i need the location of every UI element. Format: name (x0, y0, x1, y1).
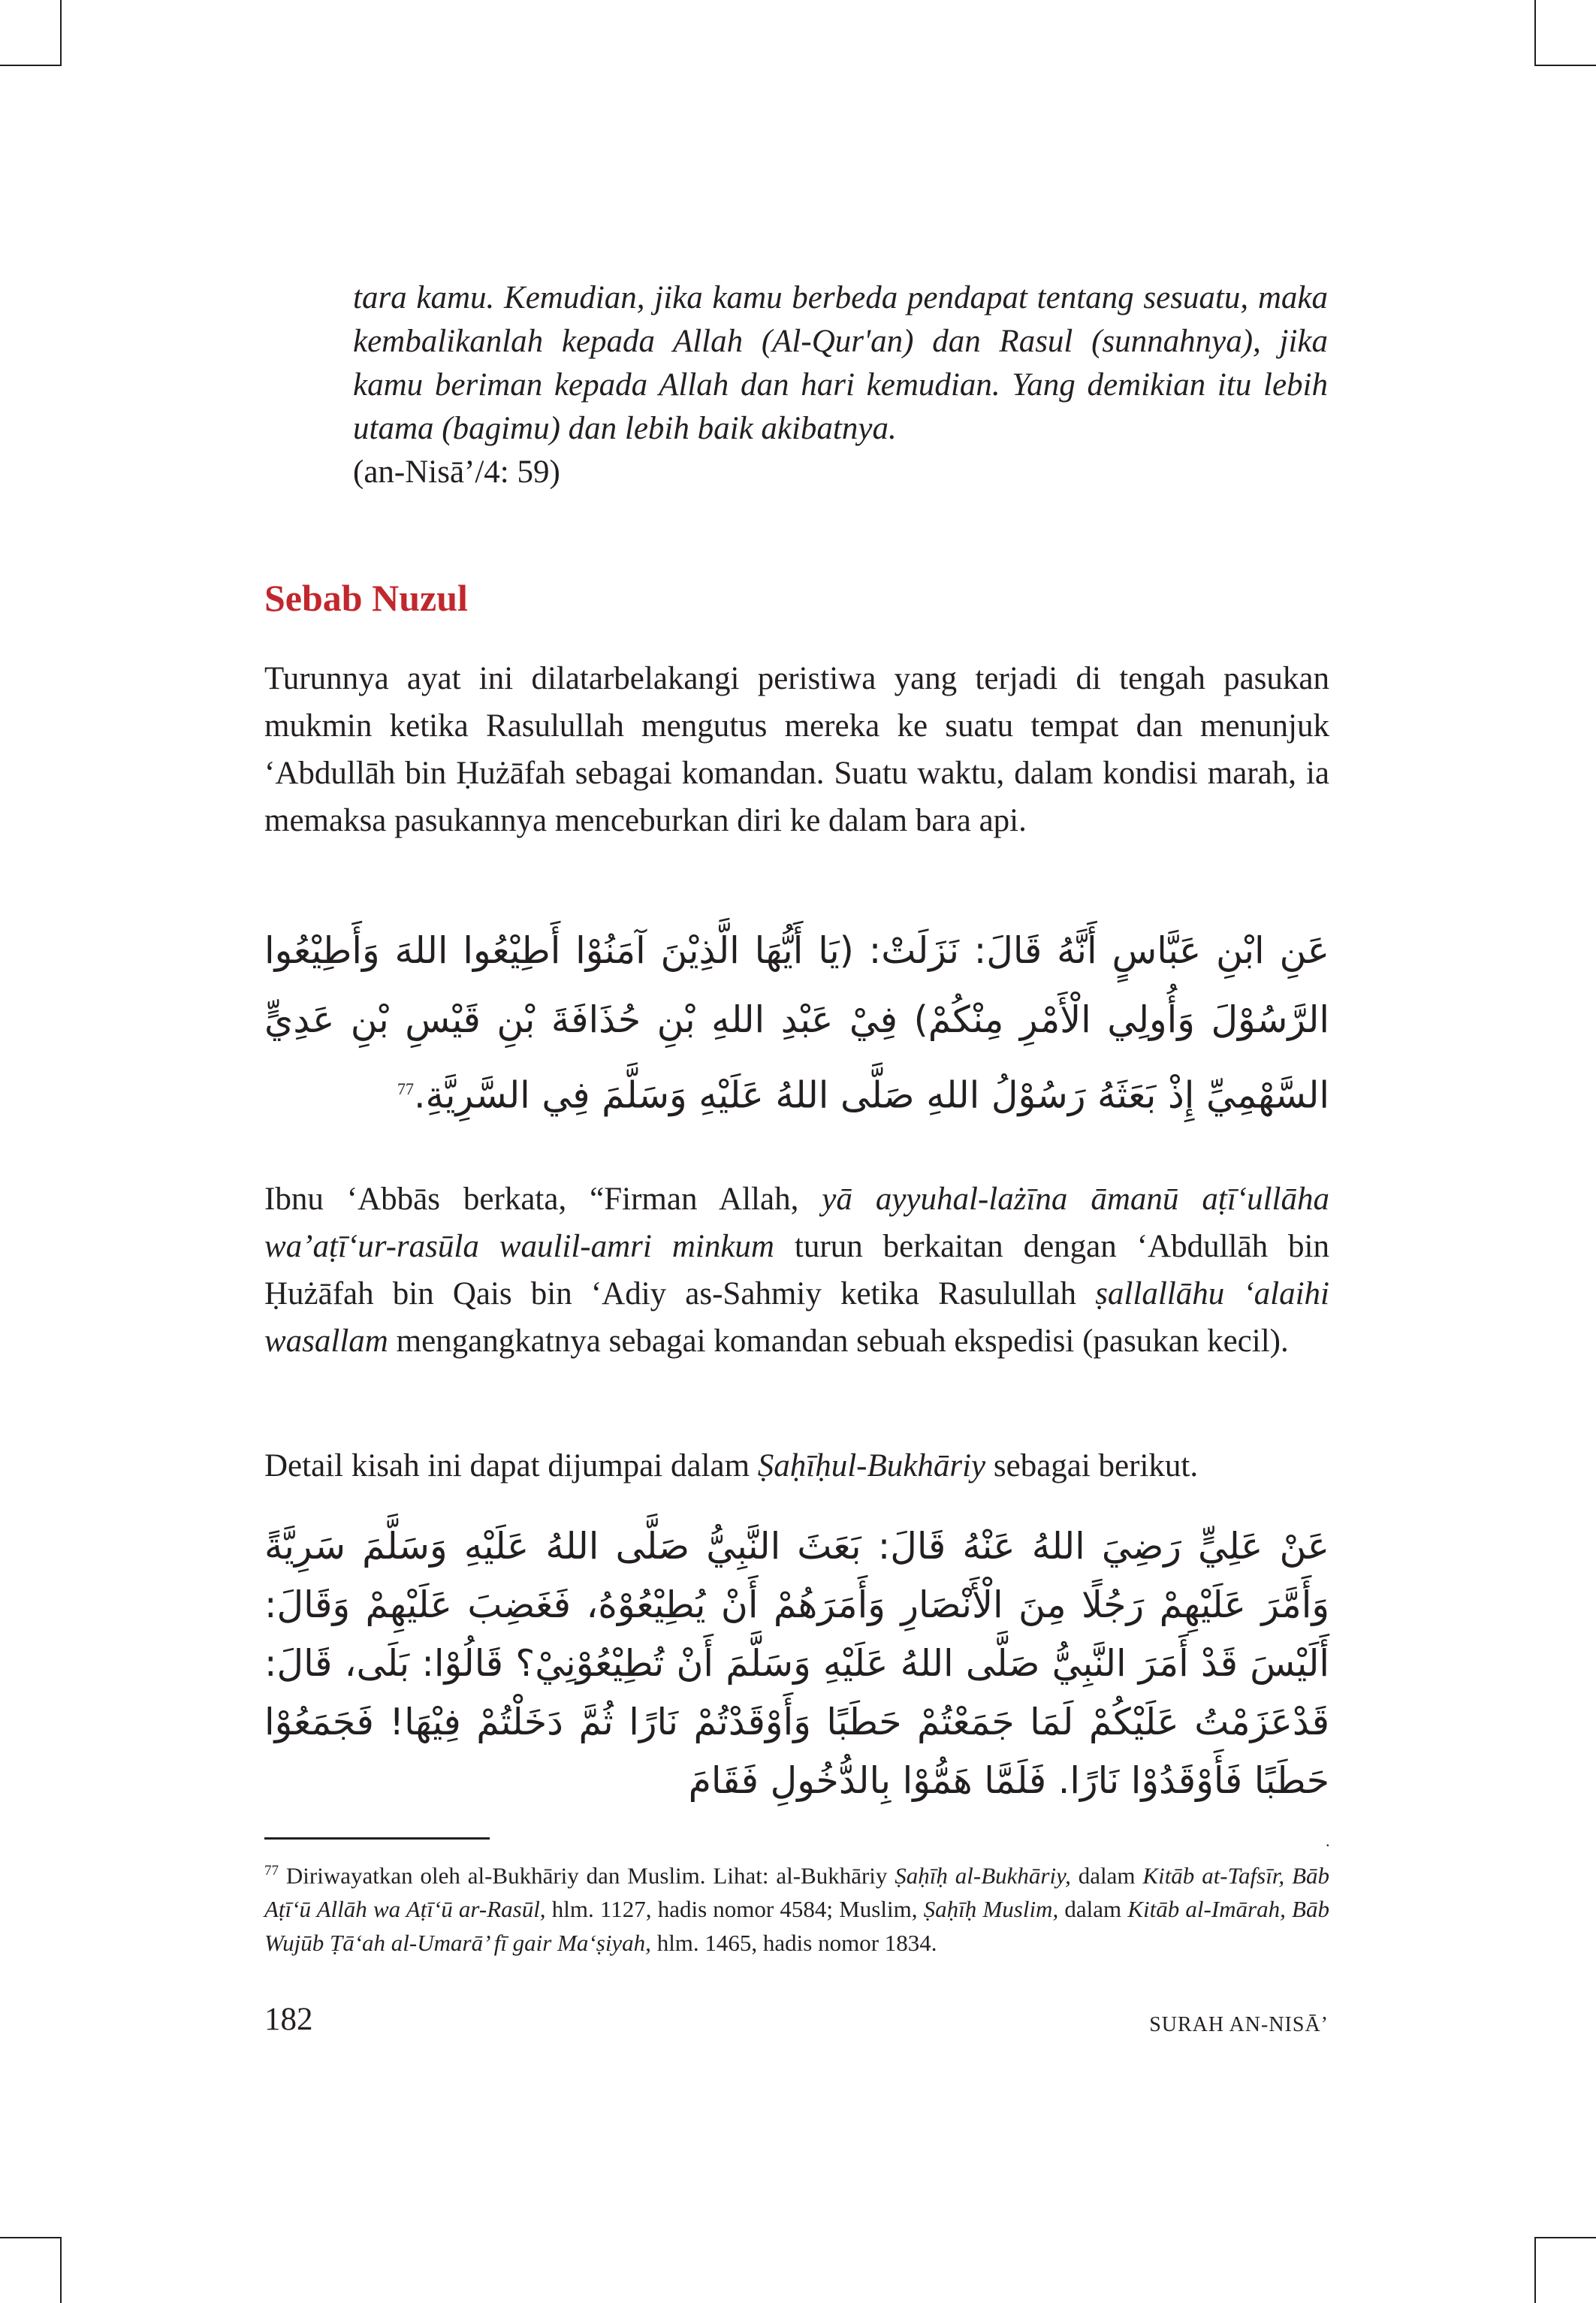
crop-mark (60, 2237, 62, 2303)
section-heading: Sebab Nuzul (264, 577, 468, 619)
book-title: Ṣaḥīḥul-Bukhāriy (757, 1448, 986, 1484)
translation-part: mengangkatnya sebagai komandan sebuah ekspedisi (pasukan kecil). (388, 1324, 1289, 1359)
stray-dot: . (1326, 1831, 1330, 1850)
footnote-italic: Ṣaḥīḥ Muslim, (923, 1896, 1059, 1923)
detail-part: Detail kisah ini dapat dijumpai dalam (264, 1448, 758, 1484)
salutation: ṣallallāhu ‘alaihi wasallam (264, 1276, 1329, 1359)
footnote-part: hlm. 1127, hadis nomor 4584; Muslim, (545, 1896, 924, 1923)
arabic-hadith-2: عَنْ عَلِيٍّ رَضِيَ اللهُ عَنْهُ قَالَ: بَعَثَ النَّبِيُّ صَلَّى اللهُ عَلَيْهِ وَسَلَّمَ سَرِيَّةً وَأَمَّرَ عَلَيْهِمْ رَجُلًا مِنَ الْأَنْصَارِ وَأَمَرَهُمْ أَنْ يُطِيْعُوْهُ، فَغَضِبَ عَلَيْهِمْ وَقَالَ: أَلَيْسَ قَدْ أَمَرَ النَّبِيُّ صَلَّى اللهُ عَلَيْهِ وَسَلَّمَ أَنْ تُطِيْعُوْنِيْ؟ قَالُوْا: بَلَى، قَالَ: قَدْعَزَمْتُ عَلَيْكُمْ لَمَا جَمَعْتُمْ حَطَبًا وَأَوْقَدْتُمْ نَارًا ثُمَّ دَخَلْتُمْ فِيْهَا! فَجَمَعُوْا حَطَبًا فَأَوْقَدُوْا نَارًا. فَلَمَّا هَمُّوْا بِالدُّخُولِ فَقَامَ (264, 1525, 1329, 1802)
page-number: 182 (264, 2002, 313, 2037)
detail-paragraph (264, 1442, 1329, 1490)
intro-paragraph: Turunnya ayat ini dilatarbelakangi peristiwa yang terjadi di tengah pasukan mukmin ketika Rasulullah mengutus mereka ke suatu tempat dan menunjuk ‘Abdullāh bin Ḥużāfah sebagai komandan. Suatu waktu, dalam kondisi marah, ia memaksa pasukannya menceburkan diri ke dalam bara api. (264, 661, 1329, 838)
footnote-number: 77 (264, 1863, 279, 1879)
footnote-italic: Kitāb at-Tafsīr, Bāb Aṭī‘ū Allāh wa Aṭī‘ū ar-Rasūl, (264, 1862, 1330, 1923)
crop-mark (1534, 0, 1536, 66)
footnote-italic: Ṣaḥīḥ al-Bukhāriy, (895, 1862, 1071, 1889)
crop-mark (60, 0, 62, 66)
verse-translation-text: tara kamu. Kemudian, jika kamu berbeda pendapat tentang sesuatu, maka kembalikanlah kepada Allah (Al-Qur'an) dan Rasul (sunnahnya), jika kamu beriman kepada Allah dan hari kemudian. Yang demikian itu lebih utama (bagimu) dan lebih baik akibatnya. (353, 280, 1328, 446)
footnote-part: dalam (1058, 1896, 1128, 1923)
arabic-hadith-1-text: عَنِ ابْنِ عَبَّاسٍ أَنَّهُ قَالَ: نَزَلَتْ: (يَا أَيُّهَا الَّذِيْنَ آمَنُوْا أَطِيْعُوا اللهَ وَأَطِيْعُوا الرَّسُوْلَ وَأُولِي الْأَمْرِ مِنْكُمْ) فِيْ عَبْدِ اللهِ بْنِ حُذَافَةَ بْنِ قَيْسِ بْنِ عَدِيٍّ السَّهْمِيِّ إِذْ بَعَثَهُ رَسُوْلُ اللهِ صَلَّى اللهُ عَلَيْهِ وَسَلَّمَ فِي السَّرِيَّةِ. (264, 929, 1329, 1117)
footnote-reference: 77 (397, 1079, 414, 1098)
footnote-part: hlm. 1465, hadis nomor 1834. (650, 1930, 937, 1957)
crop-mark (1536, 65, 1596, 66)
translation-paragraph (264, 1176, 1329, 1365)
running-head: SURAH AN-NISĀ’ (1149, 2013, 1329, 2036)
translation-part: turun berkaitan dengan ‘Abdullāh bin Ḥużāfah bin Qais bin ‘Adiy as-Sahmiy ketika Rasulullah (264, 1229, 1329, 1311)
footnote-part: dalam (1070, 1862, 1143, 1889)
crop-mark (1534, 2237, 1536, 2303)
verse-translation (353, 276, 1328, 494)
crop-mark (0, 2237, 60, 2238)
arabic-hadith-1 (264, 916, 1329, 1130)
footnote-part: Diriwayatkan oleh al-Bukhāriy dan Muslim. Lihat: al-Bukhāriy (279, 1862, 895, 1889)
footnote-italic: Kitāb al-Imārah, Bāb Wujūb Ṭā‘ah al-Umarā’ fī gair Ma‘ṣiyah, (264, 1896, 1329, 1957)
footnote-rule (264, 1837, 490, 1840)
crop-mark (0, 65, 60, 66)
detail-part: sebagai berikut. (985, 1448, 1199, 1484)
verse-reference: (an-Nisā’/4: 59) (353, 454, 560, 490)
crop-mark (1536, 2237, 1596, 2238)
transliteration: yā ayyuhal-lażīna āmanū aṭī‘ullāha wa’aṭī‘ur-rasūla waulil-amri minkum (264, 1182, 1329, 1264)
translation-part: Ibnu ‘Abbās berkata, “Firman Allah, (264, 1182, 822, 1217)
footnote (264, 1854, 1329, 1960)
